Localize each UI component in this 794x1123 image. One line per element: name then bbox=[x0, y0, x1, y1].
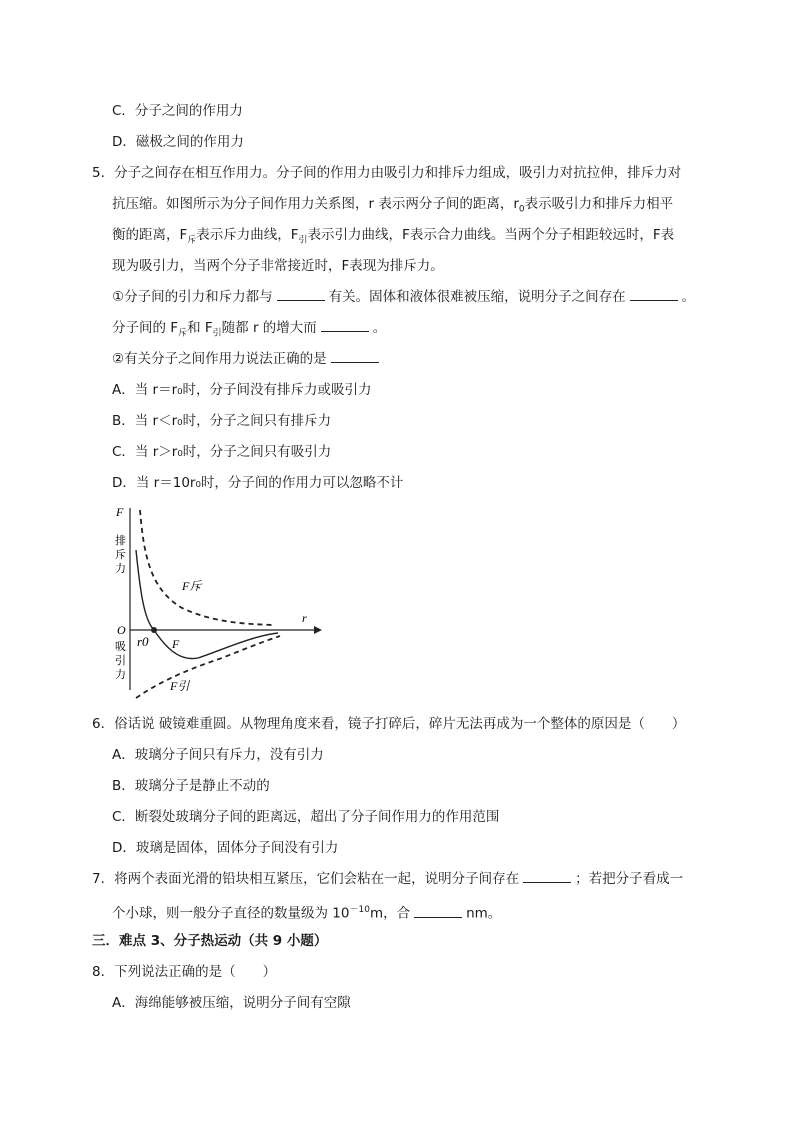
label-char: 引 bbox=[115, 654, 126, 667]
subscript: 引 bbox=[298, 235, 308, 246]
text: 表示斥力曲线，F bbox=[196, 227, 299, 243]
text: 。 bbox=[372, 320, 387, 336]
f-net-label: F bbox=[172, 637, 180, 651]
text: nm。 bbox=[466, 905, 502, 922]
text: 个小球，则一般分子直径的数量级为 10 bbox=[112, 905, 350, 922]
answer-blank[interactable] bbox=[321, 318, 369, 332]
f-attract-label: F引 bbox=[170, 679, 190, 693]
subscript: 引 bbox=[212, 328, 222, 339]
text: 表示吸引力和排斥力相平 bbox=[524, 196, 674, 212]
f-attract-curve bbox=[136, 636, 280, 698]
label-char: 力 bbox=[115, 668, 126, 681]
q5-stem-line4: 现为吸引力，当两个分子非常接近时，F表现为排斥力。 bbox=[112, 258, 444, 274]
x-axis-label: r bbox=[302, 611, 307, 625]
answer-blank[interactable] bbox=[630, 287, 678, 301]
q5-stem-line2 bbox=[112, 194, 673, 220]
text: m，合 bbox=[369, 905, 411, 922]
q6-option-d: D．玻璃是固体，固体分子间没有引力 bbox=[112, 840, 339, 856]
text: 表示引力曲线，F表示合力曲线。当两个分子相距较远时，F表 bbox=[307, 227, 675, 243]
subscript: 斥 bbox=[187, 235, 197, 246]
q4-option-c: C．分子之间的作用力 bbox=[112, 103, 243, 119]
text: 7．将两个表面光滑的铅块相互紧压，它们会粘在一起，说明分子间存在 bbox=[92, 871, 520, 887]
answer-blank[interactable] bbox=[414, 904, 462, 918]
q5-sub1 bbox=[112, 287, 695, 307]
q8-option-a: A．海绵能够被压缩，说明分子间有空隙 bbox=[112, 995, 351, 1011]
q5-option-c: C．当 r＞r₀时，分子之间只有吸引力 bbox=[112, 444, 332, 460]
text: 抗压缩。如图所示为分子间作用力关系图，r 表示两分子间的距离，r bbox=[112, 196, 519, 212]
superscript: －10 bbox=[349, 905, 370, 915]
label-char: 斥 bbox=[115, 548, 126, 561]
q5-option-a: A．当 r＝r₀时，分子间没有排斥力或吸引力 bbox=[112, 382, 372, 398]
answer-blank[interactable] bbox=[523, 869, 571, 883]
q6-option-c: C．断裂处玻璃分子间的距离远，超出了分子间作用力的作用范围 bbox=[112, 809, 500, 825]
q6-option-a: A．玻璃分子间只有斥力，没有引力 bbox=[112, 747, 324, 763]
text: ②有关分子之间作用力说法正确的是 bbox=[112, 351, 327, 367]
q6-option-b: B．玻璃分子是静止不动的 bbox=[112, 778, 270, 794]
r0-label: r0 bbox=[137, 634, 149, 649]
text: ；若把分子看成一 bbox=[575, 871, 684, 887]
text: 衡的距离，F bbox=[112, 227, 188, 243]
subscript: 0 bbox=[518, 204, 525, 215]
q4-option-d: D．磁极之间的作用力 bbox=[112, 134, 244, 150]
attract-label bbox=[115, 640, 126, 681]
q8-stem: 8．下列说法正确的是（ ） bbox=[92, 964, 277, 980]
f-net-curve bbox=[136, 550, 278, 659]
y-axis-label: F bbox=[116, 505, 124, 519]
text: 和 F bbox=[187, 320, 213, 336]
q7-line2 bbox=[112, 900, 501, 924]
q5-sub1-line2 bbox=[112, 318, 386, 344]
text: 分子间的 F bbox=[112, 320, 179, 336]
label-char: 吸 bbox=[115, 640, 126, 653]
subscript: 斥 bbox=[178, 328, 188, 339]
f-repel-label: F斥 bbox=[182, 579, 202, 593]
q5-stem-line3 bbox=[112, 225, 674, 251]
label-char: 力 bbox=[115, 562, 126, 575]
r0-point bbox=[151, 627, 157, 633]
answer-blank[interactable] bbox=[331, 349, 379, 363]
section-title: 三．难点 3、分子热运动（共 9 小题） bbox=[92, 933, 328, 949]
repel-label bbox=[115, 533, 126, 575]
text: ①分子间的引力和斥力都与 bbox=[112, 289, 273, 305]
origin-label: O bbox=[117, 623, 126, 637]
q5-sub2 bbox=[112, 349, 383, 369]
text: 。 bbox=[681, 289, 696, 305]
force-distance-figure bbox=[112, 500, 332, 700]
q5-option-d: D．当 r＝10r₀时，分子间的作用力可以忽略不计 bbox=[112, 475, 404, 491]
label-char: 排 bbox=[115, 534, 126, 547]
q5-option-b: B．当 r＜r₀时，分子之间只有排斥力 bbox=[112, 413, 332, 429]
text: 有关。固体和液体很难被压缩，说明分子之间存在 bbox=[328, 289, 626, 305]
q6-stem: 6．俗话说 破镜难重圆。从物理角度来看，镜子打碎后，碎片无法再成为一个整体的原因是（ ） bbox=[92, 716, 686, 732]
text: 随都 r 的增大而 bbox=[221, 320, 317, 336]
x-axis-arrow-icon bbox=[314, 626, 322, 634]
q7-line1 bbox=[92, 869, 683, 889]
f-repel-curve bbox=[140, 510, 274, 625]
q5-stem-line1: 5．分子之间存在相互作用力。分子间的作用力由吸引力和排斥力组成，吸引力对抗拉伸，排斥力对 bbox=[92, 165, 682, 181]
answer-blank[interactable] bbox=[277, 287, 325, 301]
